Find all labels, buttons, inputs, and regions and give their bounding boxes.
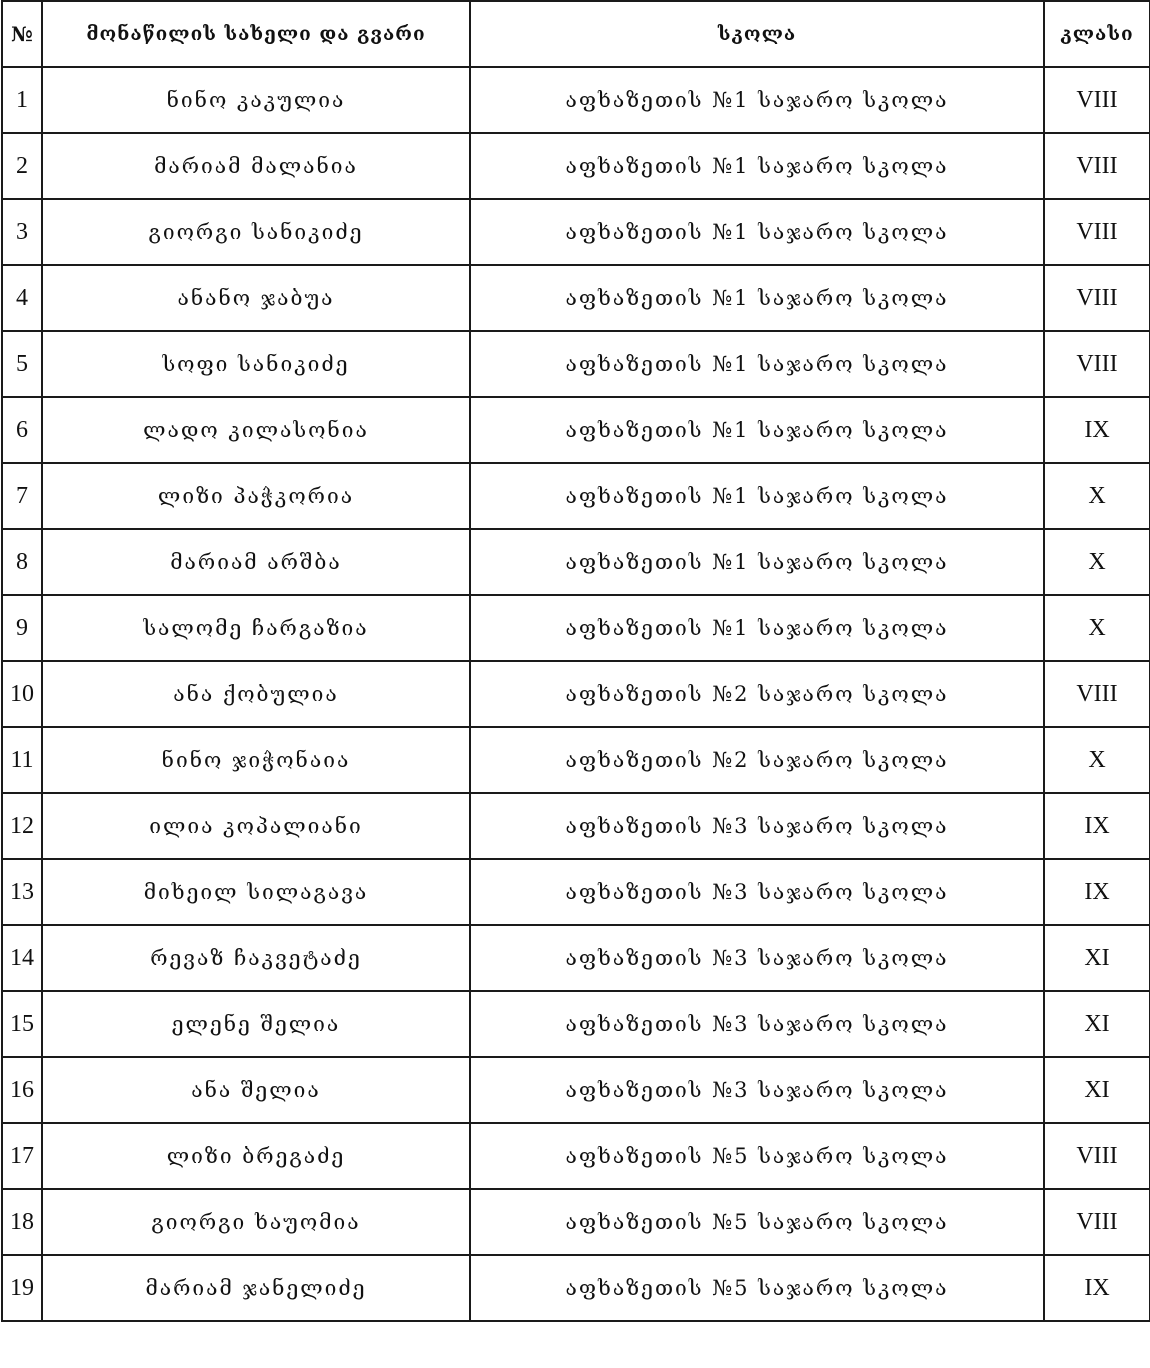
cell-student-name: ლიზი პაჭკორია (42, 463, 470, 529)
table-row (2, 661, 1150, 727)
header-school: სკოლა (470, 1, 1044, 67)
cell-school: აფხაზეთის №1 საჯარო სკოლა (470, 397, 1044, 463)
table-row (2, 331, 1150, 397)
cell-grade: X (1044, 463, 1150, 529)
cell-student-name: ანა ქობულია (42, 661, 470, 727)
cell-grade: X (1044, 529, 1150, 595)
table-row (2, 727, 1150, 793)
table-row (2, 67, 1150, 133)
table-row (2, 529, 1150, 595)
cell-school: აფხაზეთის №3 საჯარო სკოლა (470, 991, 1044, 1057)
table-row (2, 199, 1150, 265)
cell-school: აფხაზეთის №1 საჯარო სკოლა (470, 199, 1044, 265)
cell-student-name: ანანო ჯაბუა (42, 265, 470, 331)
table-header (2, 1, 1150, 67)
cell-school: აფხაზეთის №5 საჯარო სკოლა (470, 1189, 1044, 1255)
cell-grade: X (1044, 727, 1150, 793)
cell-student-name: ილია კოპალიანი (42, 793, 470, 859)
cell-grade: IX (1044, 1255, 1150, 1321)
cell-student-name: ნინო კაკულია (42, 67, 470, 133)
table-row (2, 1123, 1150, 1189)
table-row (2, 463, 1150, 529)
cell-school: აფხაზეთის №1 საჯარო სკოლა (470, 331, 1044, 397)
table-row (2, 595, 1150, 661)
cell-student-name: მარიამ მალანია (42, 133, 470, 199)
cell-grade: XI (1044, 991, 1150, 1057)
cell-school: აფხაზეთის №5 საჯარო სკოლა (470, 1255, 1044, 1321)
cell-school: აფხაზეთის №3 საჯარო სკოლა (470, 859, 1044, 925)
cell-number: 5 (2, 331, 42, 397)
cell-grade: VIII (1044, 265, 1150, 331)
cell-number: 7 (2, 463, 42, 529)
header-student-name: მონაწილის სახელი და გვარი (42, 1, 470, 67)
cell-number: 19 (2, 1255, 42, 1321)
cell-school: აფხაზეთის №5 საჯარო სკოლა (470, 1123, 1044, 1189)
cell-school: აფხაზეთის №1 საჯარო სკოლა (470, 265, 1044, 331)
cell-number: 16 (2, 1057, 42, 1123)
cell-school: აფხაზეთის №1 საჯარო სკოლა (470, 67, 1044, 133)
table-row (2, 397, 1150, 463)
cell-number: 17 (2, 1123, 42, 1189)
cell-student-name: ნინო ჯიჭონაია (42, 727, 470, 793)
cell-school: აფხაზეთის №3 საჯარო სკოლა (470, 925, 1044, 991)
cell-student-name: ლიზი ბრეგაძე (42, 1123, 470, 1189)
cell-grade: XI (1044, 1057, 1150, 1123)
cell-number: 18 (2, 1189, 42, 1255)
cell-student-name: მიხეილ სილაგავა (42, 859, 470, 925)
cell-number: 4 (2, 265, 42, 331)
cell-number: 2 (2, 133, 42, 199)
cell-number: 11 (2, 727, 42, 793)
cell-grade: VIII (1044, 331, 1150, 397)
cell-student-name: გიორგი ხაუომია (42, 1189, 470, 1255)
cell-school: აფხაზეთის №1 საჯარო სკოლა (470, 595, 1044, 661)
cell-student-name: სალომე ჩარგაზია (42, 595, 470, 661)
header-grade: კლასი (1044, 1, 1150, 67)
cell-grade: VIII (1044, 67, 1150, 133)
cell-student-name: ანა შელია (42, 1057, 470, 1123)
cell-grade: VIII (1044, 133, 1150, 199)
cell-grade: X (1044, 595, 1150, 661)
cell-grade: IX (1044, 859, 1150, 925)
table-row (2, 1057, 1150, 1123)
cell-grade: XI (1044, 925, 1150, 991)
cell-number: 14 (2, 925, 42, 991)
cell-number: 3 (2, 199, 42, 265)
table-row (2, 925, 1150, 991)
table-row (2, 991, 1150, 1057)
cell-school: აფხაზეთის №2 საჯარო სკოლა (470, 727, 1044, 793)
cell-grade: VIII (1044, 1123, 1150, 1189)
table-body (2, 67, 1150, 1321)
cell-number: 8 (2, 529, 42, 595)
table-row (2, 265, 1150, 331)
cell-school: აფხაზეთის №1 საჯარო სკოლა (470, 529, 1044, 595)
cell-number: 15 (2, 991, 42, 1057)
cell-grade: VIII (1044, 199, 1150, 265)
table-row (2, 133, 1150, 199)
cell-number: 12 (2, 793, 42, 859)
cell-student-name: მარიამ ჯანელიძე (42, 1255, 470, 1321)
cell-number: 9 (2, 595, 42, 661)
cell-student-name: მარიამ არშბა (42, 529, 470, 595)
cell-grade: VIII (1044, 661, 1150, 727)
cell-school: აფხაზეთის №1 საჯარო სკოლა (470, 463, 1044, 529)
cell-school: აფხაზეთის №1 საჯარო სკოლა (470, 133, 1044, 199)
cell-grade: IX (1044, 397, 1150, 463)
cell-grade: VIII (1044, 1189, 1150, 1255)
cell-student-name: სოფი სანიკიძე (42, 331, 470, 397)
header-number: № (2, 1, 42, 67)
table-row (2, 1189, 1150, 1255)
cell-number: 13 (2, 859, 42, 925)
cell-grade: IX (1044, 793, 1150, 859)
cell-student-name: გიორგი სანიკიძე (42, 199, 470, 265)
cell-school: აფხაზეთის №3 საჯარო სკოლა (470, 1057, 1044, 1123)
table-row (2, 859, 1150, 925)
cell-number: 6 (2, 397, 42, 463)
cell-number: 1 (2, 67, 42, 133)
cell-student-name: რევაზ ჩაკვეტაძე (42, 925, 470, 991)
participants-table (1, 0, 1150, 1322)
table-row (2, 1255, 1150, 1321)
cell-number: 10 (2, 661, 42, 727)
header-row (2, 1, 1150, 67)
table-row (2, 793, 1150, 859)
cell-student-name: ელენე შელია (42, 991, 470, 1057)
cell-student-name: ლადო კილასონია (42, 397, 470, 463)
cell-school: აფხაზეთის №2 საჯარო სკოლა (470, 661, 1044, 727)
cell-school: აფხაზეთის №3 საჯარო სკოლა (470, 793, 1044, 859)
